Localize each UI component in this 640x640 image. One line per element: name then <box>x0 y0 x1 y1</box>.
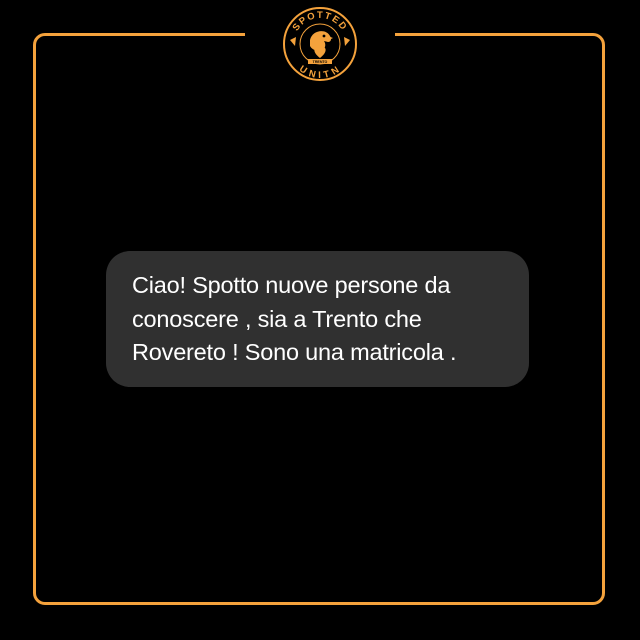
message-text: Ciao! Spotto nuove persone da conoscere , sia a Trento che Rovereto ! Sono una matricola . <box>132 272 457 365</box>
spotted-unitn-logo <box>282 6 358 82</box>
logo-ribbon-text: TRENTO <box>312 60 328 64</box>
logo-top-text: SPOTTED <box>290 9 350 34</box>
message-bubble <box>106 251 529 387</box>
logo-bottom-text: UNITN <box>296 63 344 82</box>
